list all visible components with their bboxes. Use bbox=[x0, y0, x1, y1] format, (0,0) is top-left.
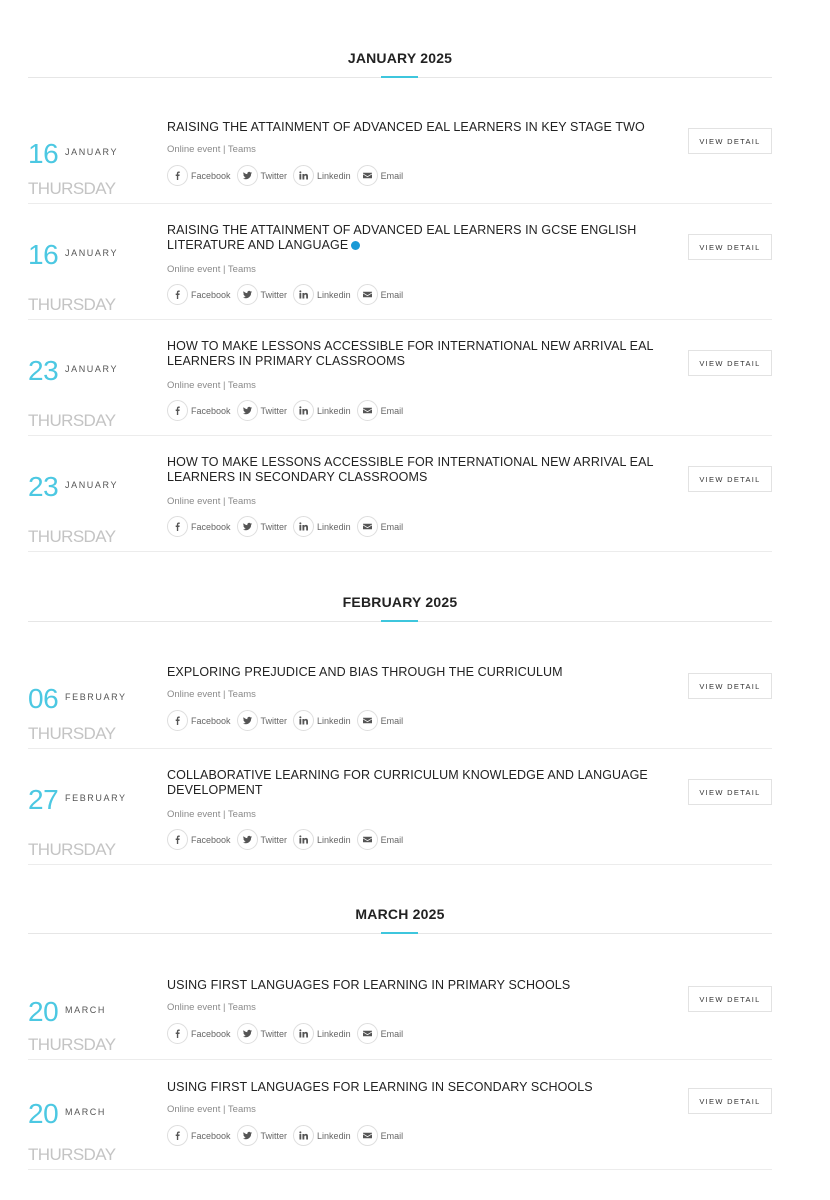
view-detail-button[interactable]: VIEW DETAIL bbox=[688, 128, 772, 154]
share-label: Email bbox=[380, 715, 404, 726]
event-weekday: THURSDAY bbox=[28, 295, 116, 314]
share-facebook-link[interactable] bbox=[167, 710, 231, 731]
twitter-icon bbox=[237, 1125, 258, 1146]
email-icon bbox=[357, 710, 378, 731]
share-label: Email bbox=[380, 289, 404, 300]
event-divider bbox=[28, 551, 772, 552]
event-location: Online event | Teams bbox=[167, 264, 256, 275]
share-links bbox=[167, 1124, 409, 1147]
twitter-icon bbox=[237, 1023, 258, 1044]
share-linkedin-link[interactable] bbox=[293, 284, 351, 305]
share-label: Linkedin bbox=[317, 1028, 351, 1039]
event-location: Online event | Teams bbox=[167, 809, 256, 820]
month-title: FEBRUARY 2025 bbox=[342, 594, 458, 610]
share-twitter-link[interactable] bbox=[237, 1125, 288, 1146]
linkedin-icon bbox=[293, 516, 314, 537]
share-email-link[interactable] bbox=[357, 516, 404, 537]
event-day: 20 bbox=[28, 1098, 59, 1129]
month-accent-bar bbox=[381, 620, 418, 622]
event-day: 06 bbox=[28, 683, 59, 714]
event-title[interactable] bbox=[167, 1080, 662, 1095]
event-weekday: THURSDAY bbox=[28, 411, 116, 430]
facebook-icon bbox=[167, 165, 188, 186]
event-location: Online event | Teams bbox=[167, 144, 256, 155]
share-twitter-link[interactable] bbox=[237, 284, 288, 305]
share-label: Email bbox=[380, 1028, 404, 1039]
event-day: 23 bbox=[28, 471, 59, 502]
twitter-icon bbox=[237, 516, 258, 537]
share-label: Facebook bbox=[191, 715, 231, 726]
view-detail-button[interactable]: VIEW DETAIL bbox=[688, 350, 772, 376]
share-label: Email bbox=[380, 834, 404, 845]
share-linkedin-link[interactable] bbox=[293, 165, 351, 186]
share-facebook-link[interactable] bbox=[167, 516, 231, 537]
share-twitter-link[interactable] bbox=[237, 1023, 288, 1044]
share-email-link[interactable] bbox=[357, 1125, 404, 1146]
event-row bbox=[28, 319, 772, 436]
event-weekday: THURSDAY bbox=[28, 724, 116, 743]
event-month: JANUARY bbox=[65, 248, 119, 258]
share-links bbox=[167, 828, 409, 851]
share-label: Facebook bbox=[191, 405, 231, 416]
share-label: Facebook bbox=[191, 1130, 231, 1141]
share-links bbox=[167, 1022, 409, 1045]
event-location: Online event | Teams bbox=[167, 380, 256, 391]
event-day: 16 bbox=[28, 138, 59, 169]
event-month: MARCH bbox=[65, 1107, 106, 1117]
share-twitter-link[interactable] bbox=[237, 516, 288, 537]
share-linkedin-link[interactable] bbox=[293, 1023, 351, 1044]
share-links bbox=[167, 283, 409, 306]
event-title[interactable] bbox=[167, 978, 662, 993]
month-header bbox=[28, 906, 772, 922]
event-weekday: THURSDAY bbox=[28, 1145, 116, 1164]
share-facebook-link[interactable] bbox=[167, 1125, 231, 1146]
event-title[interactable] bbox=[167, 768, 662, 798]
linkedin-icon bbox=[293, 165, 314, 186]
twitter-icon bbox=[237, 284, 258, 305]
event-title-text[interactable]: USING FIRST LANGUAGES FOR LEARNING IN PRIMARY SCHOOLS bbox=[167, 978, 571, 992]
linkedin-icon bbox=[293, 1125, 314, 1146]
event-month: JANUARY bbox=[65, 480, 119, 490]
share-label: Linkedin bbox=[317, 405, 351, 416]
share-label: Twitter bbox=[260, 405, 288, 416]
linkedin-icon bbox=[293, 400, 314, 421]
event-title-text[interactable]: RAISING THE ATTAINMENT OF ADVANCED EAL LEARNERS IN KEY STAGE TWO bbox=[167, 120, 645, 134]
facebook-icon bbox=[167, 829, 188, 850]
event-weekday: THURSDAY bbox=[28, 840, 116, 859]
event-day: 20 bbox=[28, 996, 59, 1027]
view-detail-button[interactable]: VIEW DETAIL bbox=[688, 673, 772, 699]
share-links bbox=[167, 709, 409, 732]
share-linkedin-link[interactable] bbox=[293, 516, 351, 537]
event-title-text[interactable]: COLLABORATIVE LEARNING FOR CURRICULUM KNOWLEDGE AND LANGUAGE DEVELOPMENT bbox=[167, 768, 648, 797]
share-label: Twitter bbox=[260, 521, 288, 532]
share-label: Linkedin bbox=[317, 170, 351, 181]
event-location: Online event | Teams bbox=[167, 1104, 256, 1115]
facebook-icon bbox=[167, 710, 188, 731]
month-title: MARCH 2025 bbox=[355, 906, 445, 922]
event-month: JANUARY bbox=[65, 147, 119, 157]
month-header bbox=[28, 50, 772, 66]
share-twitter-link[interactable] bbox=[237, 400, 288, 421]
view-detail-button[interactable]: VIEW DETAIL bbox=[688, 1088, 772, 1114]
share-label: Facebook bbox=[191, 834, 231, 845]
event-location: Online event | Teams bbox=[167, 689, 256, 700]
event-title-text[interactable]: RAISING THE ATTAINMENT OF ADVANCED EAL LEARNERS IN GCSE ENGLISH LITERATURE AND LANGUAGE bbox=[167, 223, 637, 252]
event-row bbox=[28, 203, 772, 320]
share-facebook-link[interactable] bbox=[167, 829, 231, 850]
share-email-link[interactable] bbox=[357, 284, 404, 305]
facebook-icon bbox=[167, 516, 188, 537]
event-month: FEBRUARY bbox=[65, 793, 127, 803]
share-email-link[interactable] bbox=[357, 710, 404, 731]
view-detail-button[interactable]: VIEW DETAIL bbox=[688, 986, 772, 1012]
share-email-link[interactable] bbox=[357, 1023, 404, 1044]
share-label: Linkedin bbox=[317, 1130, 351, 1141]
twitter-icon bbox=[237, 165, 258, 186]
event-month: JANUARY bbox=[65, 364, 119, 374]
share-label: Twitter bbox=[260, 1028, 288, 1039]
share-label: Twitter bbox=[260, 834, 288, 845]
linkedin-icon bbox=[293, 284, 314, 305]
event-title[interactable] bbox=[167, 223, 662, 253]
email-icon bbox=[357, 829, 378, 850]
event-weekday: THURSDAY bbox=[28, 1035, 116, 1054]
facebook-icon bbox=[167, 284, 188, 305]
share-links bbox=[167, 399, 409, 422]
share-label: Twitter bbox=[260, 1130, 288, 1141]
share-label: Linkedin bbox=[317, 521, 351, 532]
linkedin-icon bbox=[293, 1023, 314, 1044]
email-icon bbox=[357, 1125, 378, 1146]
share-label: Twitter bbox=[260, 289, 288, 300]
event-day: 23 bbox=[28, 355, 59, 386]
share-linkedin-link[interactable] bbox=[293, 1125, 351, 1146]
share-label: Facebook bbox=[191, 1028, 231, 1039]
share-label: Twitter bbox=[260, 715, 288, 726]
share-label: Facebook bbox=[191, 289, 231, 300]
share-label: Email bbox=[380, 405, 404, 416]
share-label: Twitter bbox=[260, 170, 288, 181]
linkedin-icon bbox=[293, 829, 314, 850]
event-weekday: THURSDAY bbox=[28, 179, 116, 198]
share-facebook-link[interactable] bbox=[167, 165, 231, 186]
event-title[interactable] bbox=[167, 665, 662, 680]
share-linkedin-link[interactable] bbox=[293, 400, 351, 421]
event-day: 16 bbox=[28, 239, 59, 270]
twitter-icon bbox=[237, 710, 258, 731]
event-row bbox=[28, 435, 772, 552]
share-label: Email bbox=[380, 170, 404, 181]
event-day: 27 bbox=[28, 784, 59, 815]
share-twitter-link[interactable] bbox=[237, 710, 288, 731]
share-email-link[interactable] bbox=[357, 829, 404, 850]
share-label: Email bbox=[380, 521, 404, 532]
event-row bbox=[28, 748, 772, 865]
event-title-text[interactable]: HOW TO MAKE LESSONS ACCESSIBLE FOR INTERNATIONAL NEW ARRIVAL EAL LEARNERS IN SECONDARY CLASSROOMS bbox=[167, 455, 654, 484]
share-label: Linkedin bbox=[317, 834, 351, 845]
event-title[interactable] bbox=[167, 120, 662, 135]
facebook-icon bbox=[167, 400, 188, 421]
share-label: Linkedin bbox=[317, 289, 351, 300]
facebook-icon bbox=[167, 1023, 188, 1044]
share-facebook-link[interactable] bbox=[167, 284, 231, 305]
event-location: Online event | Teams bbox=[167, 496, 256, 507]
share-twitter-link[interactable] bbox=[237, 829, 288, 850]
event-month: MARCH bbox=[65, 1005, 106, 1015]
email-icon bbox=[357, 516, 378, 537]
event-row bbox=[28, 100, 772, 204]
facebook-icon bbox=[167, 1125, 188, 1146]
month-accent-bar bbox=[381, 76, 418, 78]
event-row bbox=[28, 1060, 772, 1170]
event-location: Online event | Teams bbox=[167, 1002, 256, 1013]
share-label: Linkedin bbox=[317, 715, 351, 726]
share-facebook-link[interactable] bbox=[167, 1023, 231, 1044]
event-row bbox=[28, 645, 772, 749]
view-detail-button[interactable]: VIEW DETAIL bbox=[688, 466, 772, 492]
email-icon bbox=[357, 400, 378, 421]
linkedin-icon bbox=[293, 710, 314, 731]
email-icon bbox=[357, 284, 378, 305]
event-title-text[interactable]: USING FIRST LANGUAGES FOR LEARNING IN SECONDARY SCHOOLS bbox=[167, 1080, 593, 1094]
month-accent-bar bbox=[381, 932, 418, 934]
month-header bbox=[28, 594, 772, 610]
event-row bbox=[28, 958, 772, 1060]
event-title-text[interactable]: EXPLORING PREJUDICE AND BIAS THROUGH THE CURRICULUM bbox=[167, 665, 563, 679]
month-title: JANUARY 2025 bbox=[347, 50, 453, 66]
event-title-text[interactable]: HOW TO MAKE LESSONS ACCESSIBLE FOR INTERNATIONAL NEW ARRIVAL EAL LEARNERS IN PRIMARY CLASSROOMS bbox=[167, 339, 654, 368]
event-divider bbox=[28, 864, 772, 865]
event-title[interactable] bbox=[167, 339, 662, 369]
view-detail-button[interactable]: VIEW DETAIL bbox=[688, 779, 772, 805]
share-links bbox=[167, 515, 409, 538]
share-linkedin-link[interactable] bbox=[293, 829, 351, 850]
share-label: Facebook bbox=[191, 170, 231, 181]
share-label: Facebook bbox=[191, 521, 231, 532]
email-icon bbox=[357, 165, 378, 186]
event-month: FEBRUARY bbox=[65, 692, 127, 702]
view-detail-button[interactable]: VIEW DETAIL bbox=[688, 234, 772, 260]
event-divider bbox=[28, 1169, 772, 1170]
share-label: Email bbox=[380, 1130, 404, 1141]
share-email-link[interactable] bbox=[357, 165, 404, 186]
share-links bbox=[167, 164, 409, 187]
twitter-icon bbox=[237, 400, 258, 421]
new-indicator-icon bbox=[351, 241, 360, 250]
event-weekday: THURSDAY bbox=[28, 527, 116, 546]
share-facebook-link[interactable] bbox=[167, 400, 231, 421]
event-title[interactable] bbox=[167, 455, 662, 485]
twitter-icon bbox=[237, 829, 258, 850]
share-twitter-link[interactable] bbox=[237, 165, 288, 186]
share-linkedin-link[interactable] bbox=[293, 710, 351, 731]
email-icon bbox=[357, 1023, 378, 1044]
share-email-link[interactable] bbox=[357, 400, 404, 421]
